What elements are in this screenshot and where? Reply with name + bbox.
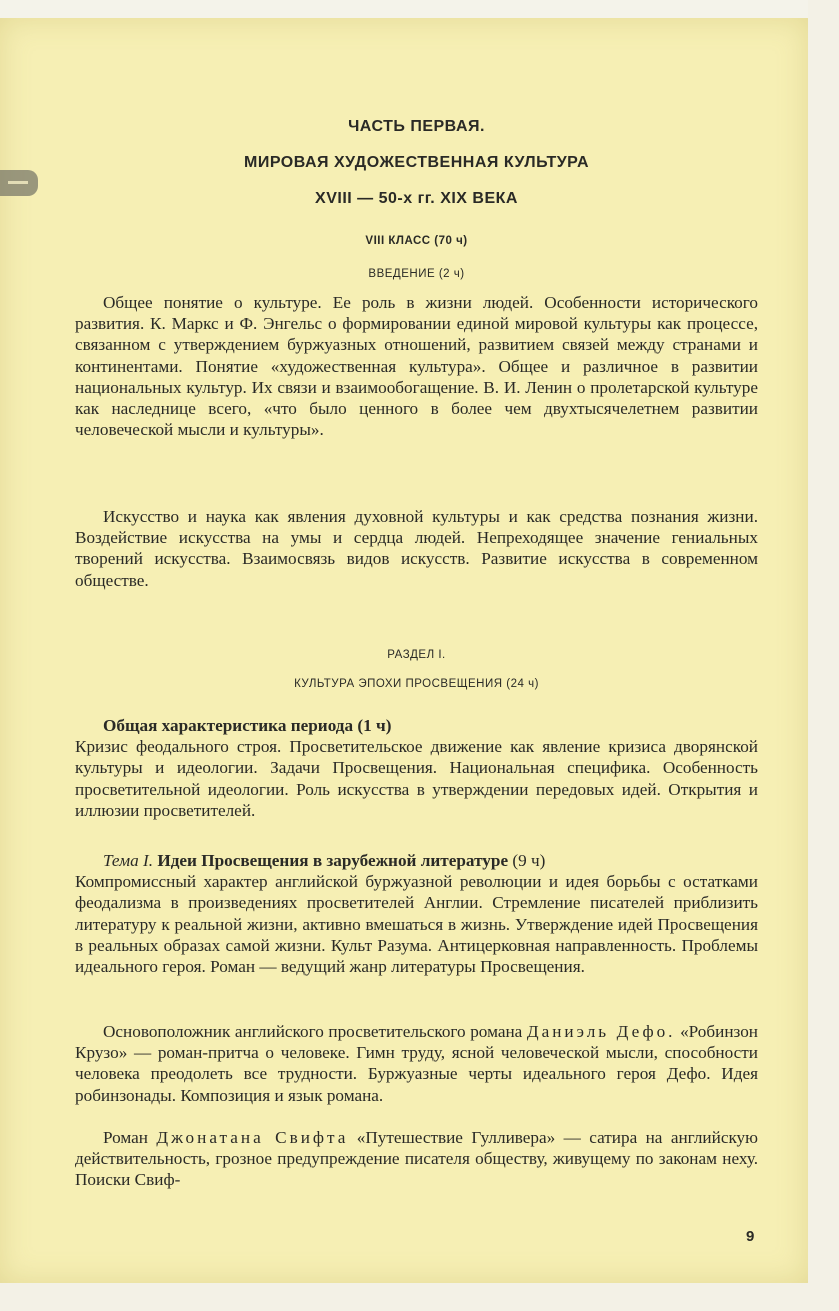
section-number: РАЗДЕЛ I.	[387, 649, 446, 661]
theme1-text: Компромиссный характер английской буржуазной революции и идея борьбы с остатками феодализма в произведениях просветителей Англии. Стремление писателей приблизить литературу к реальной жизни, активно вмешаться в жизнь. Утверждение идей Просвещения в реальных образах самой жизни. Культ Разума. Антицерковная направленность. Проблемы идеального героя. Роман — ведущий жанр литературы Просвещения.	[75, 872, 758, 977]
swift-lead: Роман	[103, 1128, 148, 1147]
scan-right-edge	[808, 0, 839, 1311]
page-number: 9	[746, 1228, 755, 1245]
grade-heading: VIII КЛАСС (70 ч)	[365, 235, 468, 247]
intro-paragraph-2: Искусство и наука как явления духовной культуры и как средства познания жизни. Воздействие искусства на умы и сердца людей. Непреходящее значение гениальных творений искусства. Взаимосвязь видов искусств. Развитие искусства в современном обществе.	[75, 507, 758, 590]
defoe-author: Даниэль Дефо.	[526, 1022, 676, 1041]
book-page	[0, 18, 808, 1283]
main-title: МИРОВАЯ ХУДОЖЕСТВЕННАЯ КУЛЬТУРА	[244, 154, 589, 171]
theme1-block	[75, 850, 758, 977]
theme1-label: Тема I.	[103, 851, 154, 870]
swift-text: «Путешествие Гулливера» — сатира на английскую действительность, грозное предупреждение писателя обществу, живущему по законам неху. Поиски Свиф-	[75, 1128, 758, 1190]
defoe-lead: Основоположник английского просветительского романа	[103, 1022, 523, 1041]
overview-block	[75, 715, 758, 821]
theme1-hours: (9 ч)	[512, 851, 546, 870]
swift-paragraph	[75, 1127, 758, 1191]
scan-top-edge	[0, 0, 839, 18]
overview-heading: Общая характеристика периода (1 ч)	[103, 716, 392, 735]
period-title: XVIII — 50-х гг. XIX ВЕКА	[315, 190, 518, 207]
binding-clip-icon	[0, 170, 38, 196]
intro-heading: ВВЕДЕНИЕ (2 ч)	[368, 268, 465, 280]
intro-paragraph-1: Общее понятие о культуре. Ее роль в жизни людей. Особенности исторического развития. К. Маркс и Ф. Энгельс о формировании единой мировой культуры как процессе, связанном с утверждением буржуазных отношений, развитием связей между странами и континентами. Понятие «художественная культура». Общее и различное в развитии национальных культур. Их связи и взаимообогащение. В. И. Ленин о пролетарской культуре как наследнице всего, «что было ценного в более чем двухтысячелетнем развитии человеческой мысли и культуры».	[75, 293, 758, 440]
section-title: КУЛЬТУРА ЭПОХИ ПРОСВЕЩЕНИЯ (24 ч)	[294, 678, 539, 690]
part-heading: ЧАСТЬ ПЕРВАЯ.	[348, 118, 485, 135]
overview-text: Кризис феодального строя. Просветительское движение как явление кризиса дворянской культуры и идеологии. Задачи Просвещения. Национальная специфика. Особенность просветительной идеологии. Роль искусства в утверждении передовых идей. Открытия и иллюзии просветителей.	[75, 737, 758, 820]
theme1-heading: Идеи Просвещения в зарубежной литературе	[157, 851, 509, 870]
swift-author: Джонатана Свифта	[156, 1128, 349, 1147]
defoe-paragraph	[75, 1021, 758, 1106]
defoe-text: «Робинзон Крузо» — роман-притча о человеке. Гимн труду, ясной человеческой мысли, способности человека преодолеть все трудности. Буржуазные черты идеального героя Дефо. Идея робинзонады. Композиция и язык романа.	[75, 1022, 759, 1105]
scan-bottom-edge	[0, 1283, 839, 1311]
